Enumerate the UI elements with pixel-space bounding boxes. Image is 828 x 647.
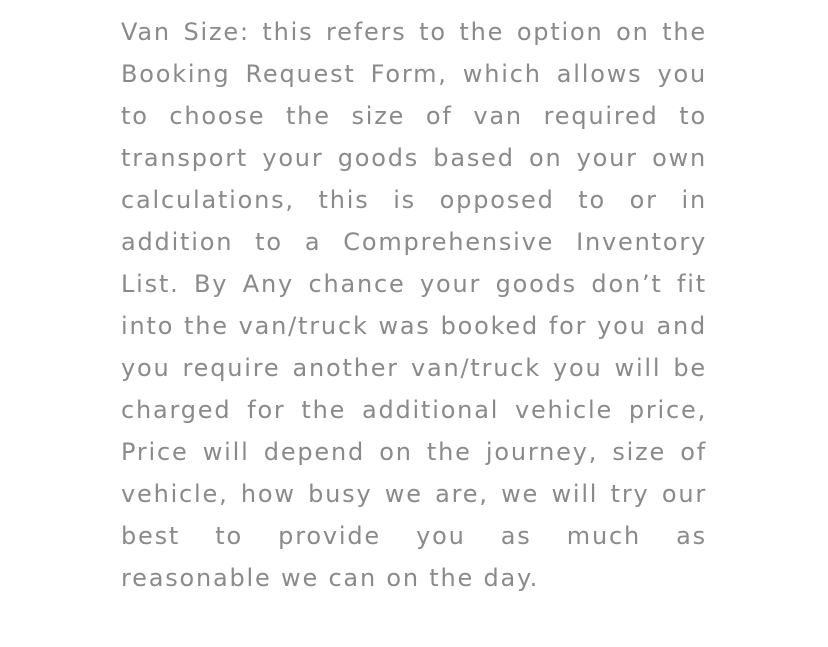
document-body — [121, 11, 707, 599]
van-size-paragraph: Van Size: this refers to the option on the Booking Request Form, which allows you to choose the size of van required to transport your goods based on your own calculations, this is opposed to or in addition to a Comprehensive Inventory List. By Any chance your goods don’t fit into the van/truck was booked for you and you require another van/truck you will be charged for the additional vehicle price, Price will depend on the journey, size of vehicle, how busy we are, we will try our best to provide you as much as reasonable we can on the day. — [121, 18, 707, 592]
